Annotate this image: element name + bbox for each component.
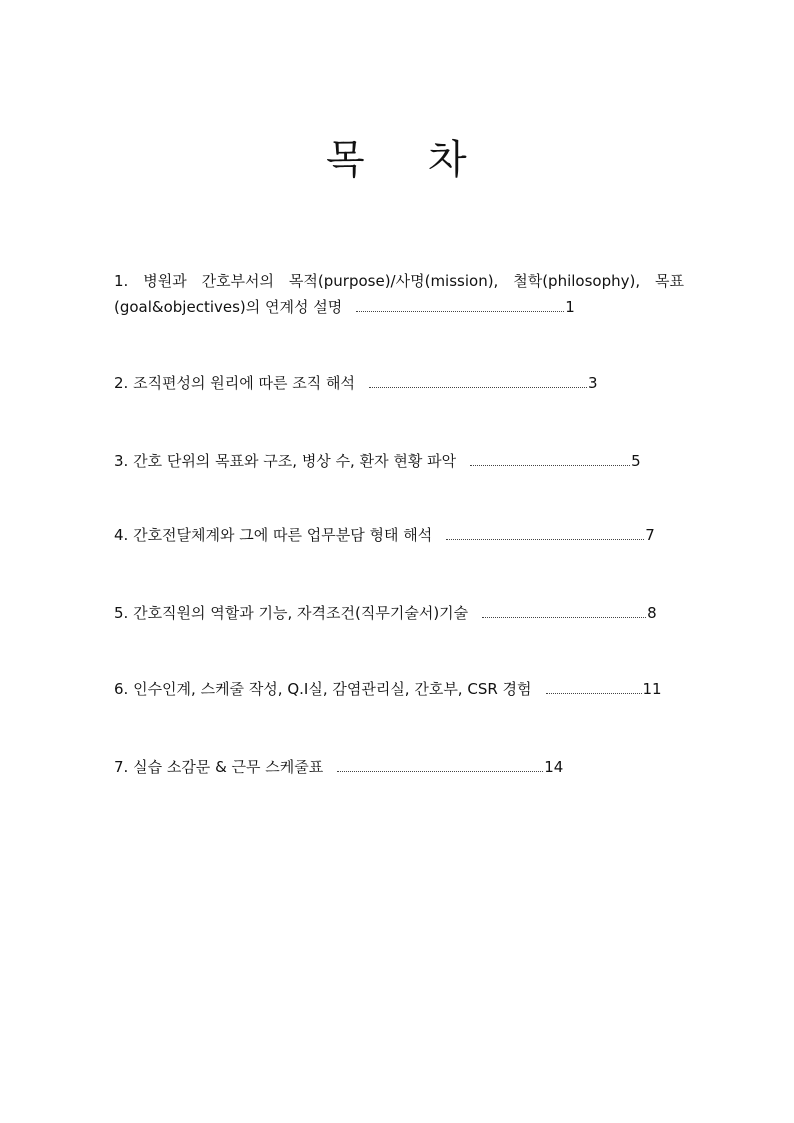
toc-entry-text: 2. 조직편성의 원리에 따른 조직 해석 <box>114 374 356 392</box>
toc-entry-6[interactable] <box>114 676 662 702</box>
toc-entry-3[interactable] <box>114 448 641 474</box>
toc-entry-7[interactable] <box>114 754 563 780</box>
toc-entry-1-text-line1: 1. 병원과 간호부서의 목적(purpose)/사명(mission), 철학(philosophy), 목표 <box>114 272 684 290</box>
toc-leader-dots <box>369 377 587 388</box>
toc-page-number: 5 <box>631 452 641 470</box>
toc-page-number: 7 <box>645 526 655 544</box>
toc-leader-dots <box>337 761 543 772</box>
toc-page-number: 8 <box>647 604 657 622</box>
toc-entry-text: 5. 간호직원의 역할과 기능, 자격조건(직무기술서)기술 <box>114 604 469 622</box>
toc-page-number: 3 <box>588 374 598 392</box>
toc-entry-4[interactable] <box>114 522 655 548</box>
toc-entry-2[interactable] <box>114 370 598 396</box>
toc-entry-1[interactable] <box>114 268 684 320</box>
toc-leader-dots <box>470 455 630 466</box>
toc-leader-dots <box>446 529 644 540</box>
toc-page-number: 11 <box>642 680 662 698</box>
toc-entry-1-line1 <box>114 268 684 294</box>
title-char-1: 목 <box>326 137 365 183</box>
title-char-2: 차 <box>428 137 467 183</box>
toc-leader-dots <box>356 301 564 312</box>
toc-entry-text: 4. 간호전달체계와 그에 따른 업무분담 형태 해석 <box>114 526 433 544</box>
toc-entry-1-line2 <box>114 294 684 320</box>
toc-entry-text: 7. 실습 소감문 & 근무 스케줄표 <box>114 758 324 776</box>
toc-entry-1-text-line2: (goal&objectives)의 연계성 설명 <box>114 298 343 316</box>
toc-page-number: 14 <box>544 758 564 776</box>
toc-leader-dots <box>546 683 642 694</box>
toc-page-number: 1 <box>565 298 575 316</box>
toc-entry-text: 3. 간호 단위의 목표와 구조, 병상 수, 환자 현황 파악 <box>114 452 457 470</box>
toc-entry-5[interactable] <box>114 600 657 626</box>
toc-leader-dots <box>482 607 646 618</box>
toc-entry-text: 6. 인수인계, 스케줄 작성, Q.I실, 감염관리실, 간호부, CSR 경험 <box>114 680 532 698</box>
